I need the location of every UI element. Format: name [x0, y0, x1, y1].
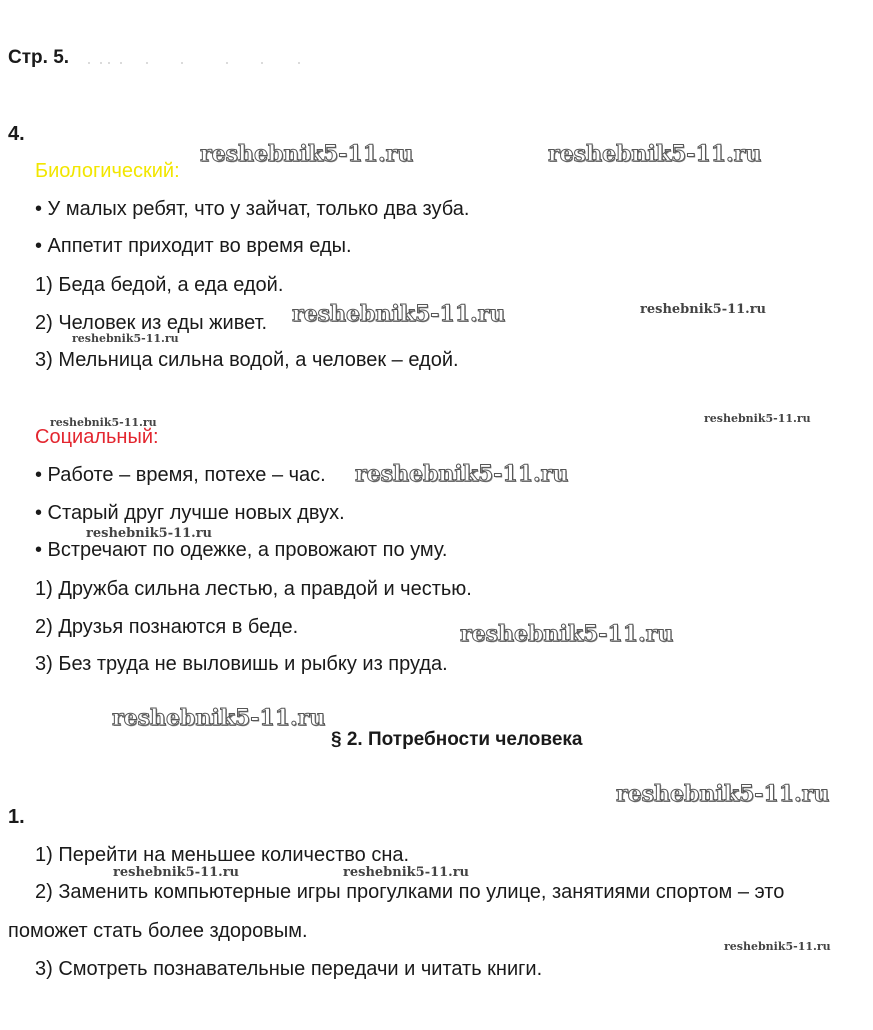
- social-item: • Встречают по одежке, а провожают по уму.: [35, 539, 448, 561]
- task1-item: 1) Перейти на меньшее количество сна.: [35, 844, 410, 866]
- bio-item: 2) Человек из еды живет.: [35, 312, 268, 334]
- watermark: reshebnik5-11.ru: [616, 781, 830, 807]
- page-reference: Стр. 5.: [8, 47, 70, 68]
- watermark: reshebnik5-11.ru: [86, 526, 213, 541]
- social-item: • Старый друг лучше новых двух.: [35, 502, 345, 524]
- task-number-4: 4.: [8, 123, 25, 145]
- watermark: reshebnik5-11.ru: [112, 705, 326, 731]
- watermark: reshebnik5-11.ru: [640, 302, 767, 317]
- watermark: reshebnik5-11.ru: [460, 621, 674, 647]
- watermark: reshebnik5-11.ru: [355, 461, 569, 487]
- watermark: reshebnik5-11.ru: [113, 865, 240, 880]
- bio-item: 3) Мельница сильна водой, а человек – едой.: [35, 349, 459, 371]
- task1-item-continuation: поможет стать более здоровым.: [8, 920, 308, 942]
- watermark: reshebnik5-11.ru: [724, 940, 831, 953]
- section-title: § 2. Потребности человека: [331, 729, 583, 750]
- task-number-1: 1.: [8, 806, 25, 828]
- task1-item: 3) Смотреть познавательные передачи и читать книги.: [35, 958, 543, 980]
- social-item: 1) Дружба сильна лестью, а правдой и честью.: [35, 578, 472, 600]
- social-item: 2) Друзья познаются в беде.: [35, 616, 299, 638]
- watermark: reshebnik5-11.ru: [548, 141, 762, 167]
- bio-item: 1) Беда бедой, а еда едой.: [35, 274, 284, 296]
- social-item: 3) Без труда не выловишь и рыбку из пруда.: [35, 653, 448, 675]
- watermark: reshebnik5-11.ru: [343, 865, 470, 880]
- watermark: reshebnik5-11.ru: [50, 416, 157, 429]
- watermark: reshebnik5-11.ru: [704, 412, 811, 425]
- biological-heading: Биологический:: [35, 160, 180, 182]
- faded-header-text: [86, 58, 306, 68]
- watermark: reshebnik5-11.ru: [72, 332, 179, 345]
- social-heading: Социальный:: [35, 426, 159, 448]
- social-item: • Работе – время, потехе – час.: [35, 464, 326, 486]
- bio-item: • Аппетит приходит во время еды.: [35, 235, 352, 257]
- watermark: reshebnik5-11.ru: [292, 301, 506, 327]
- task1-item: 2) Заменить компьютерные игры прогулками по улице, занятиями спортом – это: [35, 881, 785, 903]
- bio-item: • У малых ребят, что у зайчат, только два зуба.: [35, 198, 470, 220]
- watermark: reshebnik5-11.ru: [200, 141, 414, 167]
